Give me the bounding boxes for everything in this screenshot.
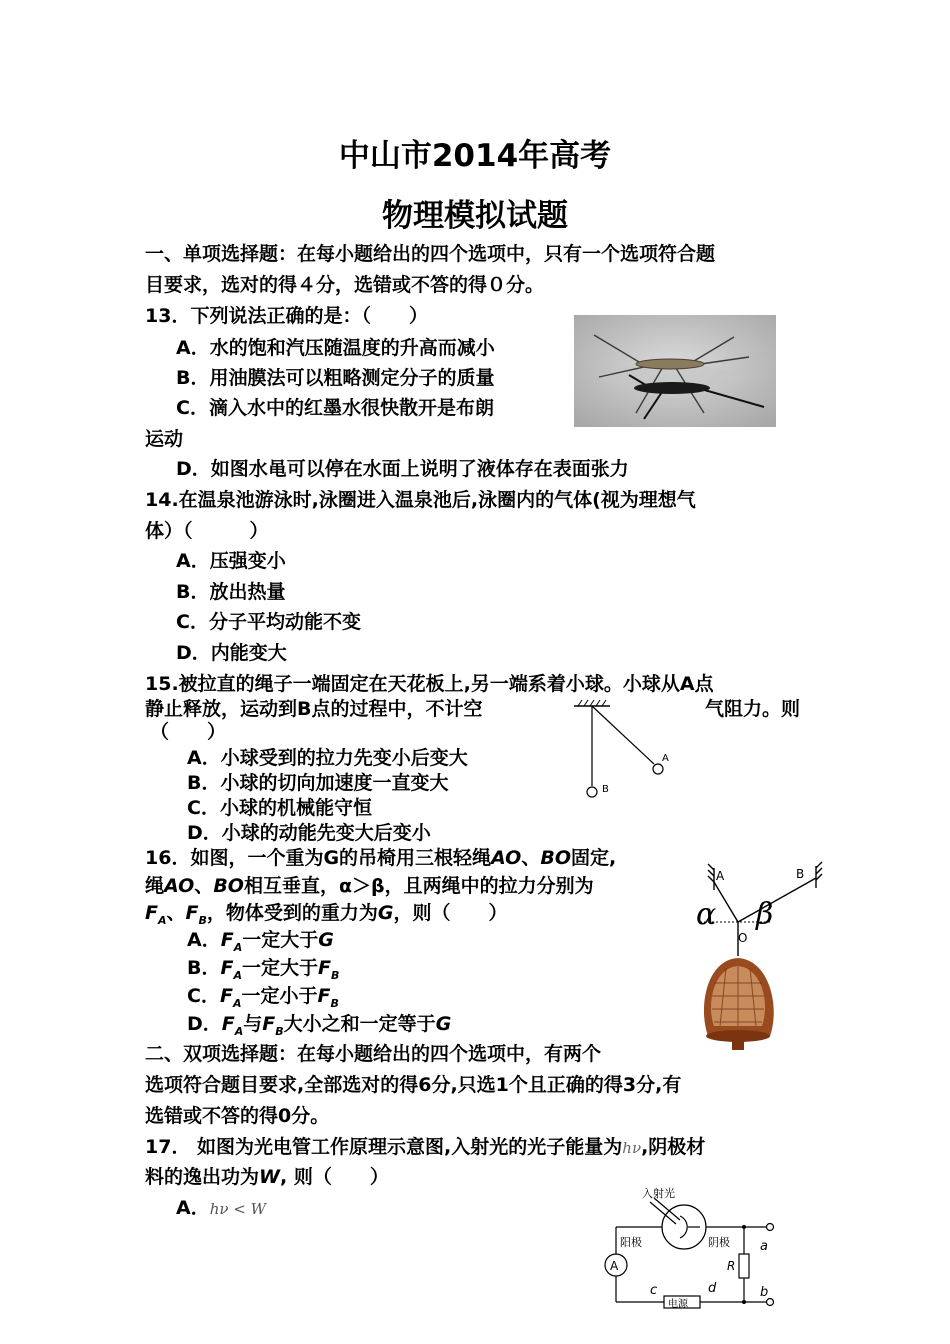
q16-c-prefix: C． xyxy=(187,985,220,1007)
section2-instructions-line2: 选项符合题目要求,全部选对的得6分,只选1个且正确的得3分,有 xyxy=(145,1074,682,1096)
q14-stem-line1: 14.在温泉池游泳时,泳圈进入温泉池后,泳圈内的气体(视为理想气 xyxy=(145,489,696,511)
section2-instructions-line1: 二、双项选择题：在每小题给出的四个选项中，有两个 xyxy=(145,1043,602,1065)
q16-d-fb: F xyxy=(262,1013,276,1035)
q16-d-mid2: 大小之和一定等于 xyxy=(283,1013,436,1035)
hanging-chair-diagram xyxy=(690,858,830,1058)
q14-option-b: B．放出热量 xyxy=(176,581,286,603)
q15-stem-line3: （ ） xyxy=(150,721,227,743)
q13-option-c-cont: 运动 xyxy=(145,428,184,450)
chair-label-a: A xyxy=(716,869,725,883)
q17-stem-line1 xyxy=(145,1135,705,1160)
q16-b-mid: 一定大于 xyxy=(241,957,318,979)
q15-stem-line2a: 静止释放，运动到B点的过程中，不计空 xyxy=(145,698,483,720)
q14-option-c: C．分子平均动能不变 xyxy=(176,611,361,633)
q16-a-prefix: A． xyxy=(187,929,221,951)
q16-stem-text-5: ，且两绳中的拉力分别为 xyxy=(384,875,594,897)
q17-w: W xyxy=(259,1166,280,1188)
q16-stem-text-6: 、 xyxy=(166,902,186,924)
q17-stem-line2 xyxy=(145,1165,389,1189)
q16-sep: 、 xyxy=(521,847,541,869)
q16-b-fb-sub: B xyxy=(330,968,340,982)
q16-b-prefix: B． xyxy=(187,957,221,979)
q16-a-g: G xyxy=(318,929,334,951)
pendulum-diagram xyxy=(570,698,680,808)
water-strider-image xyxy=(574,315,776,427)
circuit-label-r: R xyxy=(727,1259,736,1273)
q13-option-a: A．水的饱和汽压随温度的升高而减小 xyxy=(176,337,495,359)
q13-option-c: C．滴入水中的红墨水很快散开是布朗 xyxy=(176,397,494,419)
q16-stem-text-4: 相互垂直， xyxy=(243,875,339,897)
chair-label-alpha: α xyxy=(696,897,717,932)
q15-option-a: A．小球受到的拉力先变小后变大 xyxy=(187,747,468,769)
q16-d-prefix: D． xyxy=(187,1013,222,1035)
circuit-label-d: d xyxy=(708,1281,717,1296)
q15-stem-line2b: 气阻力。则 xyxy=(705,698,801,720)
q16-c-fb: F xyxy=(317,985,331,1007)
q16-a-mid: 一定大于 xyxy=(242,929,319,951)
q16-c-fa-sub: A xyxy=(232,996,242,1010)
q14-option-a: A．压强变小 xyxy=(176,550,286,572)
circuit-label-light: 入射光 xyxy=(642,1187,675,1200)
q15-stem-line1: 15.被拉直的绳子一端固定在天花板上,另一端系着小球。小球从A点 xyxy=(145,673,714,695)
q16-b-fb: F xyxy=(318,957,331,979)
section1-instructions-line2: 目要求，选对的得４分，选错或不答的得０分。 xyxy=(145,274,545,296)
q14-stem-line2: 体）（ ） xyxy=(145,520,269,542)
q16-ao-2: AO xyxy=(164,875,195,897)
q16-fa-sub: A xyxy=(157,913,167,927)
q16-a-fa: F xyxy=(220,929,234,951)
q17-stem-text-4: , 则（ ） xyxy=(279,1166,389,1188)
q17-stem-text-1: 17． 如图为光电管工作原理示意图,入射光的光子能量为 xyxy=(145,1136,623,1158)
q13-stem: 13．下列说法正确的是：（ ） xyxy=(145,305,428,327)
q16-b-fa: F xyxy=(220,957,234,979)
q16-c-mid: 一定小于 xyxy=(241,985,318,1007)
q16-d-mid1: 与 xyxy=(243,1013,263,1035)
section1-instructions-line1: 一、单项选择题：在每小题给出的四个选项中，只有一个选项符合题 xyxy=(145,243,716,265)
q16-d-fa-sub: A xyxy=(234,1024,244,1038)
circuit-label-cathode: 阴极 xyxy=(708,1236,730,1249)
circuit-label-ammeter: A xyxy=(610,1259,619,1273)
section2-instructions-line3: 选错或不答的得0分。 xyxy=(145,1105,330,1127)
q16-stem-text-7: ，物体受到的重力为 xyxy=(206,902,378,924)
q16-sep-2: 、 xyxy=(194,875,214,897)
q16-ao: AO xyxy=(491,847,522,869)
q16-fb-sub: B xyxy=(198,913,207,927)
pendulum-label-a: A xyxy=(662,753,669,764)
q17-a-prefix: A． xyxy=(176,1197,210,1219)
q16-g: G xyxy=(377,902,394,924)
q17-stem-text-3: 料的逸出功为 xyxy=(145,1166,260,1188)
q13-option-b: B．用油膜法可以粗略测定分子的质量 xyxy=(176,367,495,389)
q16-stem-text-8: ，则（ ） xyxy=(393,902,508,924)
exam-title-line2: 物理模拟试题 xyxy=(382,198,568,234)
q16-stem-line1 xyxy=(145,846,616,870)
circuit-label-c: c xyxy=(650,1283,658,1298)
q16-d-fb-sub: B xyxy=(275,1024,284,1038)
q16-fa: F xyxy=(145,902,158,924)
q17-a-expr: hν < W xyxy=(209,1200,267,1218)
q16-b-fa-sub: A xyxy=(233,968,242,982)
q16-c-fa: F xyxy=(219,985,233,1007)
q16-stem-line2 xyxy=(145,874,594,898)
circuit-label-anode: 阳极 xyxy=(620,1236,642,1249)
q16-bo-2: BO xyxy=(213,875,244,897)
q16-stem-text-2: 固定, xyxy=(570,847,617,869)
chair-label-b: B xyxy=(796,867,805,881)
chair-illustration xyxy=(704,958,774,1050)
q16-a-fa-sub: A xyxy=(233,940,243,954)
q17-hv: hν xyxy=(622,1139,642,1157)
chair-label-o: O xyxy=(738,931,748,945)
q13-option-d: D．如图水黾可以停在水面上说明了液体存在表面张力 xyxy=(176,458,629,480)
q16-c-fb-sub: B xyxy=(330,996,339,1010)
q16-angle-condition: α＞β xyxy=(338,875,385,897)
q16-bo: BO xyxy=(540,847,571,869)
q16-stem-text-1: 16．如图，一个重为G的吊椅用三根轻绳 xyxy=(145,847,492,869)
q16-stem-text-3: 绳 xyxy=(145,875,165,897)
q16-fb: F xyxy=(185,902,199,924)
pendulum-label-b: B xyxy=(602,784,609,795)
q17-option-a xyxy=(176,1196,266,1221)
q14-option-d: D．内能变大 xyxy=(176,642,287,664)
exam-title-line1: 中山市2014年高考 xyxy=(338,138,612,174)
circuit-label-source: 电源 xyxy=(668,1299,688,1310)
q17-stem-text-2: ,阴极材 xyxy=(641,1136,706,1158)
q15-option-d: D．小球的动能先变大后变小 xyxy=(187,822,431,844)
photoelectric-circuit-diagram xyxy=(598,1180,788,1310)
q16-option-d xyxy=(187,1012,451,1044)
q15-option-b: B．小球的切向加速度一直变大 xyxy=(187,772,449,794)
chair-label-beta: β xyxy=(756,897,774,932)
circuit-label-a: a xyxy=(760,1239,768,1254)
q16-d-fa: F xyxy=(221,1013,235,1035)
q15-option-c: C．小球的机械能守恒 xyxy=(187,797,372,819)
q16-d-g: G xyxy=(435,1013,452,1035)
circuit-label-b: b xyxy=(760,1285,769,1300)
